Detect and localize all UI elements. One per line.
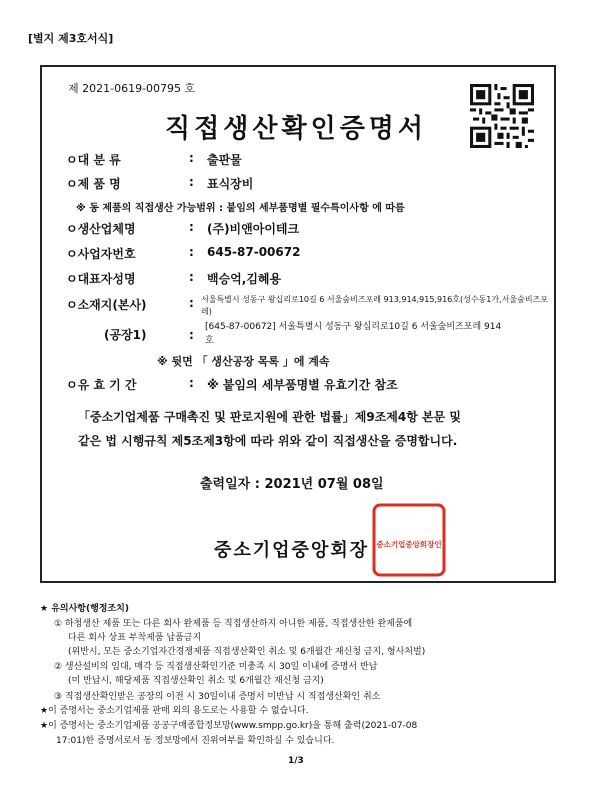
product-colon: :	[189, 175, 194, 189]
footer-item-1b: 다른 회사 상표 부착제품 납품금지	[68, 633, 202, 643]
validity-value: ※ 붙임의 세부품명별 유효기간 참조	[207, 378, 398, 392]
qr-code	[470, 84, 534, 148]
certificate-number: 제 2021-0619-00795 호	[68, 82, 196, 95]
factory-colon: :	[189, 328, 194, 342]
factory-value: [645-87-00672] 서울특별시 성동구 왕십리로10길 6 서울숲비즈포레 914호	[205, 322, 502, 346]
print-date: 출력일자 : 2021년 07월 08일	[200, 477, 384, 492]
rep-colon: :	[189, 270, 194, 284]
form-label: [별지 제3호서식]	[28, 32, 114, 45]
page-title: 직접생산확인증명서	[165, 114, 428, 144]
footer-item-1: ① 하청생산 제품 또는 다른 회사 완제품 등 직접생산하지 아니한 제품, 직접생산한 완제품에	[54, 619, 413, 629]
footer-item-2: ② 생산설비의 임대, 매각 등 직접생산확인기준 미충족 시 30일 이내에 증명서 반납	[54, 662, 378, 672]
issuer-name: 중소기업중앙회장	[214, 540, 370, 561]
rep-value: 백승억,김혜용	[207, 272, 282, 286]
page-number: 1/3	[288, 756, 304, 766]
biz-no-value: 645-87-00672	[207, 245, 301, 259]
hq-value: 서울특별시 성동구 왕십리로10길 6 서울숲비즈포레 913,914,915,916호(성수동1가,서울숲비즈포레)	[201, 295, 549, 316]
category-label: ㅇ대 분 류	[66, 153, 121, 167]
statement-line-2: 같은 법 시행규칙 제5조제3항에 따라 위와 같이 직접생산을 증명합니다.	[78, 434, 458, 448]
seal-text: 중소기업중앙회장인	[376, 540, 442, 549]
rep-label: ㅇ대표자성명	[66, 272, 136, 286]
biz-no-label: ㅇ사업자번호	[66, 247, 136, 261]
footer-note-2a: ★이 증명서는 중소기업제품 공공구매종합정보망(www.smpp.go.kr)을 통해 출력(2021-07-08	[40, 721, 418, 731]
category-colon: :	[189, 151, 194, 165]
company-value: (주)비앤아이테크	[207, 222, 300, 236]
continued-note: ※ 뒷면 「 생산공장 목록 」에 계속	[157, 355, 330, 368]
product-value: 표식장비	[207, 177, 254, 191]
company-colon: :	[189, 220, 194, 234]
hq-label: ㅇ소재지(본사)	[66, 298, 147, 312]
hq-colon: :	[189, 296, 194, 310]
footer-heading: ★ 유의사항(행정조치)	[40, 604, 129, 614]
footer-note-1: ★이 증명서는 중소기업제품 판매 외의 용도로는 사용할 수 없습니다.	[40, 706, 309, 716]
footer-item-2b: (미 반납시, 해당제품 직접생산확인 취소 및 6개월간 재신청 금지)	[68, 676, 324, 686]
product-label: ㅇ제 품 명	[66, 177, 121, 191]
statement-line-1: 「중소기업제품 구매촉진 및 판로지원에 관한 법률」제9조제4항 본문 및	[78, 410, 461, 424]
factory-label: (공장1)	[104, 328, 147, 342]
footer-item-3: ③ 직접생산확인받은 공장의 이전 시 30일이내 증명서 미반납 시 직접생산확인 취소	[54, 692, 381, 702]
biz-no-colon: :	[189, 245, 194, 259]
footer-note-2b: 17:01)한 증명서로서 동 정보망에서 진위여부를 확인하실 수 있습니다.	[56, 736, 335, 746]
scope-note: ※ 동 제품의 직접생산 가능범위 : 붙임의 세부품명별 필수특이사항 에 따름	[76, 203, 405, 214]
validity-colon: :	[189, 376, 194, 390]
footer-item-1c: (위반시, 모든 중소기업자간경쟁제품 직접생산확인 취소 및 6개월간 재신청 금지, 형사처벌)	[68, 647, 426, 657]
official-seal	[372, 503, 446, 577]
company-label: ㅇ생산업체명	[66, 222, 136, 236]
validity-label: ㅇ유 효 기 간	[66, 378, 137, 392]
category-value: 출판물	[207, 153, 242, 167]
